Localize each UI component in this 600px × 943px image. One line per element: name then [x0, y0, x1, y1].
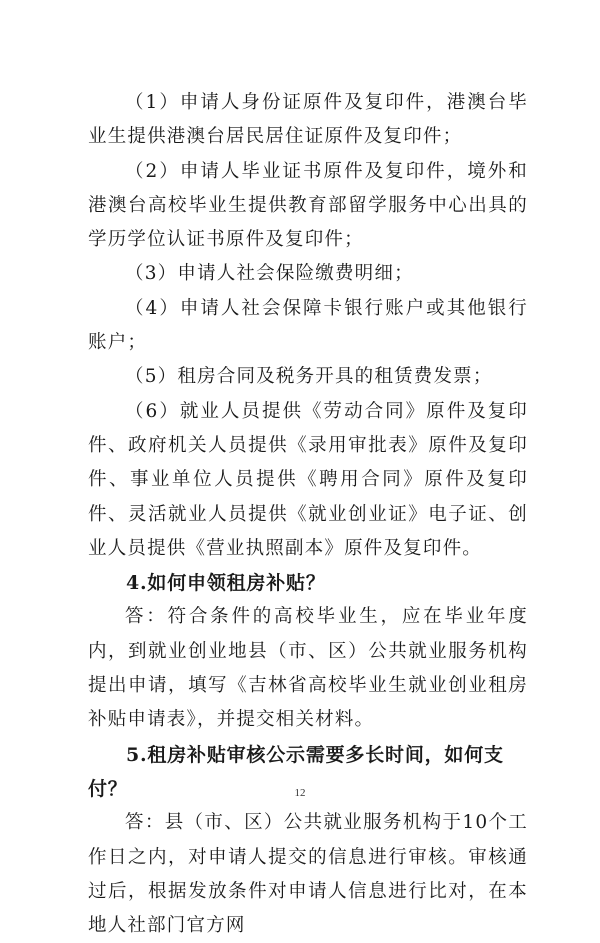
list-item-social-insurance: （3）申请人社会保险缴费明细； — [125, 263, 414, 285]
answer-paragraph-4: 答：符合条件的高校毕业生，应在毕业年度内，到就业创业地县（市、区）公共就业服务机构提出申请，填写《吉林省高校毕业生就业创业租房补贴申请表》，并提交相关材料。 — [88, 606, 528, 731]
answer-paragraph-5: 答：县（市、区）公共就业服务机构于10个工作日之内，对申请人提交的信息进行审核。审核通过后，根据发放条件对申请人信息进行比对，在本地人社部门官方网 — [88, 812, 528, 937]
page-body — [88, 86, 528, 943]
page-number: 12 — [294, 787, 306, 799]
list-item-id-card: （1）申请人身份证原件及复印件，港澳台毕业生提供港澳台居民居住证原件及复印件； — [88, 92, 528, 148]
list-item-employment-proof: （6）就业人员提供《劳动合同》原件及复印件、政府机关人员提供《录用审批表》原件及复印件、事业单位人员提供《聘用合同》原件及复印件、灵活就业人员提供《就业创业证》电子证、创业人员提供《营业执照副本》原件及复印件。 — [88, 400, 528, 559]
list-item-diploma: （2）申请人毕业证书原件及复印件，境外和港澳台高校毕业生提供教育部留学服务中心出具的学历学位认证书原件及复印件； — [88, 160, 528, 251]
list-item-bank-account: （4）申请人社会保障卡银行账户或其他银行账户； — [88, 297, 528, 354]
list-item-rental-contract: （5）租房合同及税务开具的租赁费发票； — [125, 366, 493, 388]
question-heading-4: 4.如何申领租房补贴？ — [126, 572, 326, 595]
question-heading-5: 5.租房补贴审核公示需要多长时间，如何支付？ — [88, 743, 504, 800]
